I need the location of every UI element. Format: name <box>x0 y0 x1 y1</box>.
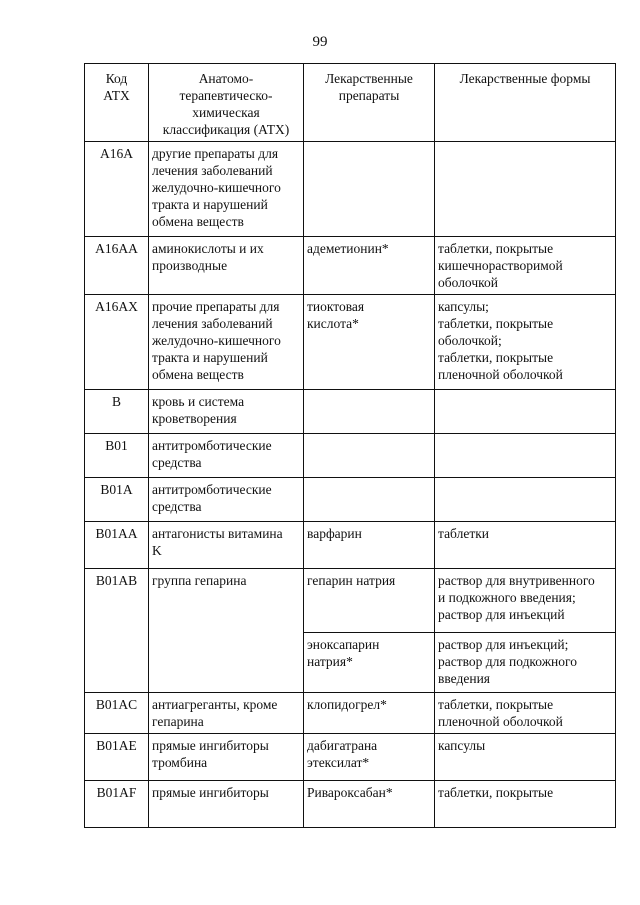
classification-line: обмена веществ <box>152 214 244 229</box>
drug-name-line: варфарин <box>307 526 362 541</box>
atx-code-cell: B01 <box>85 434 149 478</box>
classification-cell <box>149 295 304 390</box>
drug-name-line: дабигатрана <box>307 738 378 753</box>
table-row <box>85 237 616 295</box>
table-row <box>85 434 616 478</box>
dosage-form-line: капсулы; <box>438 299 489 314</box>
classification-line: желудочно-кишечного <box>152 180 281 195</box>
dosage-form-line: таблетки, покрытые <box>438 350 554 365</box>
table-row <box>85 295 616 390</box>
classification-cell <box>149 569 304 693</box>
classification-cell <box>149 390 304 434</box>
dosage-form-line: оболочкой; <box>438 333 502 348</box>
header-label-line: Код <box>105 71 128 86</box>
dosage-form-line: таблетки, покрытые <box>438 316 554 331</box>
classification-line: кровь и система <box>152 394 245 409</box>
dosage-form-line: раствор для подкожного <box>438 654 577 669</box>
classification-line: K <box>152 543 162 558</box>
table-row <box>85 478 616 522</box>
atx-code-cell: B01A <box>85 478 149 522</box>
classification-line: прочие препараты для <box>152 299 280 314</box>
table-row <box>85 390 616 434</box>
dosage-form-cell <box>435 295 616 390</box>
classification-line: другие препараты для <box>152 146 279 161</box>
dosage-form-cell <box>435 142 616 237</box>
dosage-form-line: капсулы <box>438 738 486 753</box>
atx-code-cell: B01AF <box>85 781 149 828</box>
dosage-form-cell <box>435 390 616 434</box>
dosage-form-line: введения <box>438 671 491 686</box>
classification-line: прямые ингибиторы <box>152 785 269 800</box>
atx-code-cell: A16AX <box>85 295 149 390</box>
atx-code-cell: B01AE <box>85 734 149 781</box>
atx-table <box>84 63 616 828</box>
drug-name-line: гепарин натрия <box>307 573 396 588</box>
dosage-form-cell <box>435 633 616 693</box>
header-label-line: Анатомо- <box>198 71 254 86</box>
classification-line: средства <box>152 455 202 470</box>
table-header <box>85 64 616 142</box>
dosage-form-line: таблетки, покрытые <box>438 785 554 800</box>
table-row <box>85 693 616 734</box>
drug-cell <box>304 295 435 390</box>
atx-code-cell: B01AC <box>85 693 149 734</box>
dosage-form-line: раствор для инъекций <box>438 607 565 622</box>
dosage-form-cell <box>435 522 616 569</box>
drug-cell <box>304 693 435 734</box>
dosage-form-line: таблетки <box>438 526 490 541</box>
classification-line: обмена веществ <box>152 367 244 382</box>
table-row <box>85 781 616 828</box>
table-row <box>85 569 616 633</box>
dosage-form-cell <box>435 237 616 295</box>
drug-name-line: натрия* <box>307 654 353 669</box>
atx-code-cell: B01AA <box>85 522 149 569</box>
header-code <box>85 64 149 142</box>
classification-line: кроветворения <box>152 411 237 426</box>
drug-name-line: адеметионин* <box>307 241 389 256</box>
dosage-form-cell <box>435 434 616 478</box>
drug-cell <box>304 142 435 237</box>
classification-line: лечения заболеваний <box>152 163 273 178</box>
drug-cell <box>304 734 435 781</box>
classification-line: гепарина <box>152 714 204 729</box>
dosage-form-cell <box>435 478 616 522</box>
classification-line: антитромботические <box>152 482 272 497</box>
dosage-form-line: раствор для инъекций; <box>438 637 569 652</box>
table-row <box>85 142 616 237</box>
page-number: 99 <box>312 34 328 50</box>
dosage-form-cell <box>435 781 616 828</box>
dosage-form-cell <box>435 569 616 633</box>
header-label-line: Лекарственные <box>325 71 413 86</box>
classification-line: тракта и нарушений <box>152 197 268 212</box>
classification-cell <box>149 522 304 569</box>
classification-cell <box>149 478 304 522</box>
classification-line: производные <box>152 258 228 273</box>
classification-line: тромбина <box>152 755 208 770</box>
classification-line: желудочно-кишечного <box>152 333 281 348</box>
classification-cell <box>149 734 304 781</box>
classification-line: группа гепарина <box>152 573 247 588</box>
classification-cell <box>149 434 304 478</box>
classification-cell <box>149 693 304 734</box>
classification-line: антиагреганты, кроме <box>152 697 278 712</box>
header-classification <box>149 64 304 142</box>
header-drugs <box>304 64 435 142</box>
classification-line: средства <box>152 499 202 514</box>
header-label-line: препараты <box>338 88 400 103</box>
drug-cell <box>304 569 435 633</box>
table-row <box>85 522 616 569</box>
table-body <box>85 142 616 828</box>
classification-line: тракта и нарушений <box>152 350 268 365</box>
header-label-line: химическая <box>192 105 260 120</box>
classification-cell <box>149 142 304 237</box>
drug-cell <box>304 237 435 295</box>
dosage-form-cell <box>435 734 616 781</box>
table-row <box>85 734 616 781</box>
header-label-line: классификация (АТХ) <box>162 122 290 137</box>
header-label-line: терапевтическо- <box>179 88 273 103</box>
dosage-form-line: раствор для внутривенного <box>438 573 595 588</box>
dosage-form-line: таблетки, покрытые <box>438 697 554 712</box>
drug-name-line: тиоктовая <box>307 299 365 314</box>
classification-line: аминокислоты и их <box>152 241 264 256</box>
dosage-form-line: пленочной оболочкой <box>438 714 563 729</box>
atx-code-cell: B01AB <box>85 569 149 693</box>
dosage-form-cell <box>435 693 616 734</box>
header-row <box>85 64 616 142</box>
classification-line: лечения заболеваний <box>152 316 273 331</box>
drug-cell <box>304 781 435 828</box>
dosage-form-line: кишечнорастворимой <box>438 258 563 273</box>
drug-name-line: этексилат* <box>307 755 370 770</box>
classification-line: прямые ингибиторы <box>152 738 269 753</box>
drug-cell <box>304 390 435 434</box>
drug-cell <box>304 434 435 478</box>
dosage-form-line: оболочкой <box>438 275 498 290</box>
drug-cell <box>304 522 435 569</box>
dosage-form-line: пленочной оболочкой <box>438 367 563 382</box>
classification-line: антагонисты витамина <box>152 526 283 541</box>
atx-code-cell: B <box>85 390 149 434</box>
classification-cell <box>149 781 304 828</box>
classification-line: антитромботические <box>152 438 272 453</box>
drug-name-line: Ривароксабан* <box>307 785 393 800</box>
drug-cell <box>304 478 435 522</box>
header-label-line: АТХ <box>103 88 130 103</box>
header-forms <box>435 64 616 142</box>
atx-code-cell: A16AA <box>85 237 149 295</box>
atx-code-cell: A16A <box>85 142 149 237</box>
header-label-line: Лекарственные формы <box>459 71 591 86</box>
dosage-form-line: таблетки, покрытые <box>438 241 554 256</box>
classification-cell <box>149 237 304 295</box>
drug-name-line: клопидогрел* <box>307 697 387 712</box>
dosage-form-line: и подкожного введения; <box>438 590 576 605</box>
drug-name-line: кислота* <box>307 316 359 331</box>
drug-cell <box>304 633 435 693</box>
drug-name-line: эноксапарин <box>307 637 380 652</box>
